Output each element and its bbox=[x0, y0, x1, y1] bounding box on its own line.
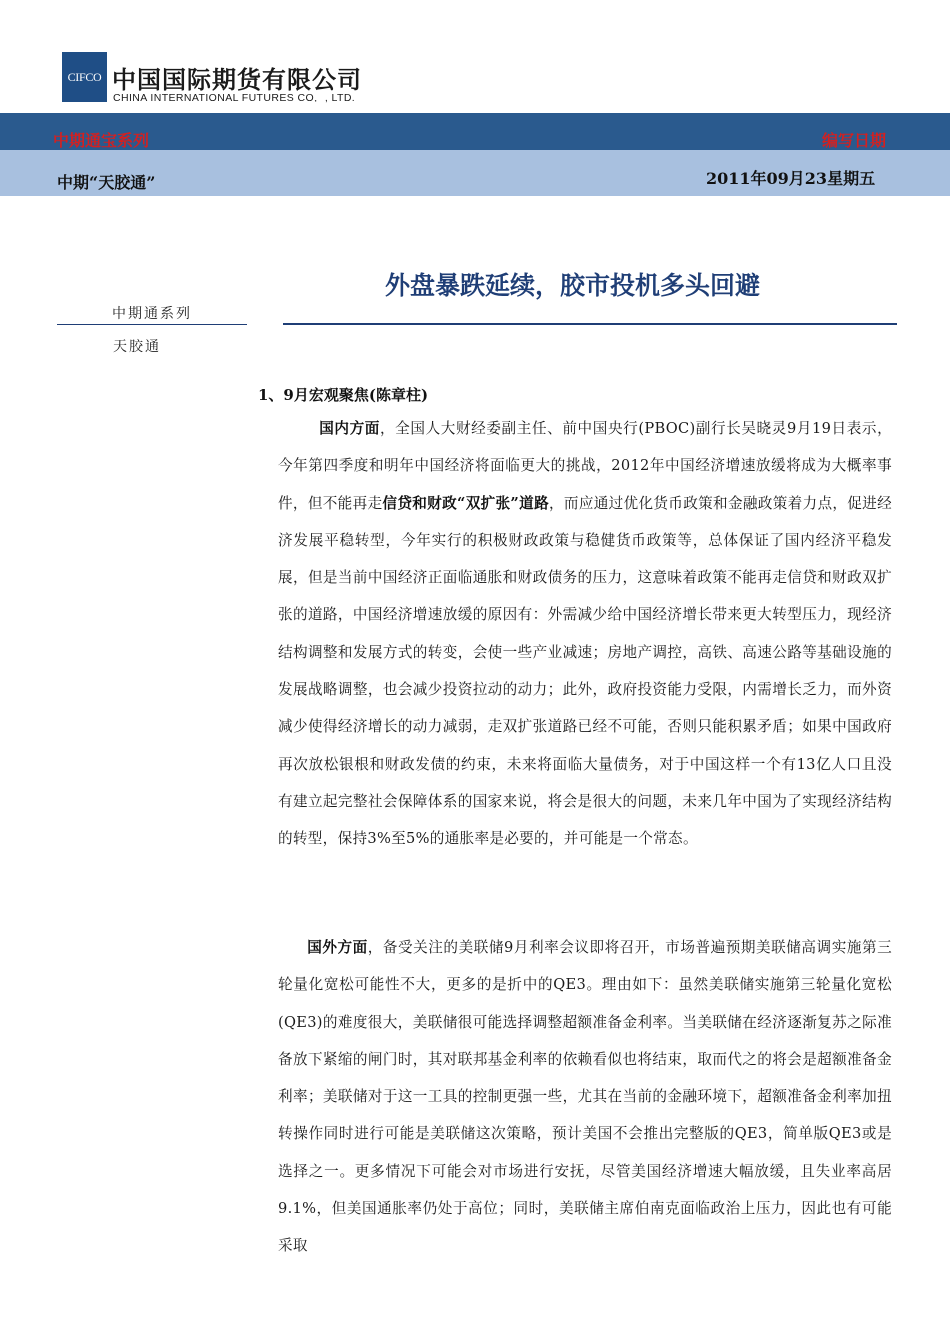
company-name-cn: 中国国际期货有限公司 bbox=[112, 66, 362, 94]
paragraph-text: ，备受关注的美联储9月利率会议即将召开，市场普遍预期美联储高调实施第三轮量化宽松可能性不大，更多的是折中的QE3。理由如下：虽然美联储实施第三轮量化宽松(QE3)的难度很大，美联储很可能选择调整超额准备金利率。当美联储在经济逐渐复苏之际准备放下紧缩的闸门时，其对联邦基金利率的依赖看似也将结束，取而代之的将会是超额准备金利率；美联储对于这一工具的控制更强一些，尤其在当前的金融环境下，超额准备金利率加扭转操作同时进行可能是美联储这次策略，预计美国不会推出完整版的QE3，简单版QE3或是选择之一。更多情况下可能会对市场进行安抚，尽管美国经济增速大幅放缓，且失业率高居9.1%，但美国通胀率仍处于高位；同时，美联储主席伯南克面临政治上压力，因此也有可能采取 bbox=[278, 939, 893, 1255]
paragraph-text: ，全国人大财经委副主任、前中国央行(PBOC)副行长吴晓灵9月19日表示，今年第四季度和明年中国经济将面临更大的挑战，2012年中国经济增速放缓将成为大概率事件，但不能再走 bbox=[278, 420, 892, 512]
sidebar-divider bbox=[57, 324, 247, 325]
title-divider bbox=[283, 323, 897, 325]
article-title: 外盘暴跌延续，胶市投机多头回避 bbox=[384, 271, 760, 300]
series-label: 中期通宝系列 bbox=[53, 131, 150, 150]
paragraph-lead-foreign: 国外方面 bbox=[307, 939, 368, 956]
report-date: 2011年09月23星期五 bbox=[706, 169, 876, 188]
logo-text: CIFCO bbox=[67, 69, 102, 84]
sidebar-product: 天胶通 bbox=[113, 339, 161, 355]
product-name: 中期“天胶通” bbox=[57, 173, 156, 192]
paragraph-lead-domestic: 国内方面 bbox=[319, 420, 380, 437]
date-label: 编写日期 bbox=[822, 131, 887, 150]
paragraph-emphasis: 信贷和财政“双扩张”道路 bbox=[382, 494, 549, 512]
section-heading: 1、9月宏观聚焦(陈章柱) bbox=[258, 386, 429, 404]
company-name-en: CHINA INTERNATIONAL FUTURES CO．, LTD. bbox=[113, 92, 356, 104]
sidebar-series: 中期通系列 bbox=[112, 306, 192, 322]
paragraph-foreign bbox=[278, 929, 892, 1265]
paragraph-text: ，而应通过优化货币政策和金融政策着力点，促进经济发展平稳转型，今年实行的积极财政政策与稳健货币政策等，总体保证了国内经济平稳发展，但是当前中国经济正面临通胀和财政债务的压力，这意味着政策不能再走信贷和财政双扩张的道路，中国经济增速放缓的原因有：外需减少给中国经济增长带来更大转型压力，现经济结构调整和发展方式的转变，会使一些产业减速；房地产调控，高铁、高速公路等基础设施的发展战略调整，也会减少投资拉动的动力；此外，政府投资能力受限，内需增长乏力，而外资减少使得经济增长的动力减弱，走双扩张道路已经不可能，否则只能积累矛盾；如果中国政府再次放松银根和财政发债的约束，未来将面临大量债务，对于中国这样一个有13亿人口且没有建立起完整社会保障体系的国家来说，将会是很大的问题，未来几年中国为了实现经济结构的转型，保持3%至5%的通胀率是必要的，并可能是一个常态。 bbox=[278, 494, 892, 848]
paragraph-domestic bbox=[278, 410, 892, 858]
company-logo bbox=[62, 52, 107, 102]
